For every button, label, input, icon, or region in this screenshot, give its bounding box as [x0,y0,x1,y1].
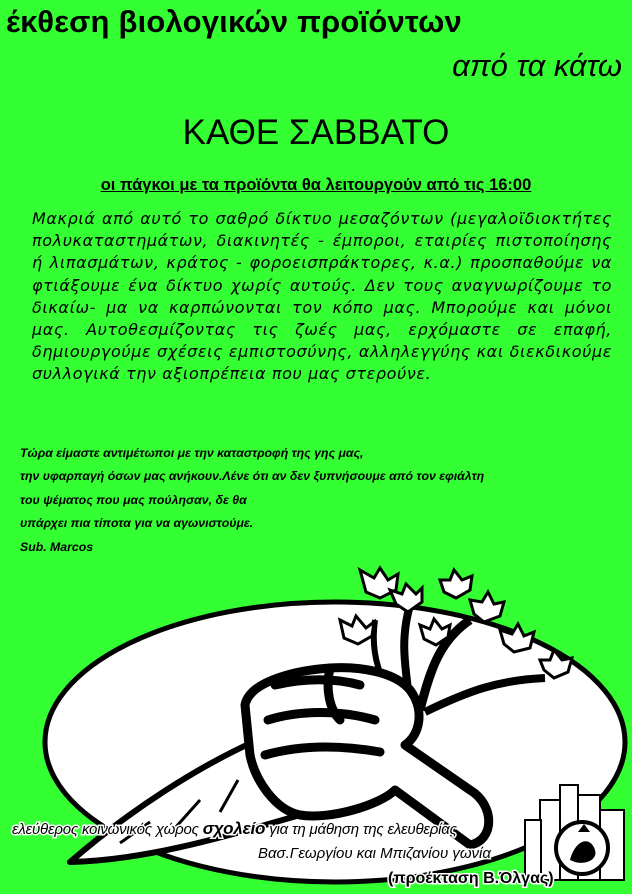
venue-prefix: ελεύθερος κοινωνικός χώρος [12,821,199,838]
quote-line: του ψέματος που μας πούλησαν, δε θα [20,492,247,507]
quote-block [20,442,620,559]
quote-line: την υφαρπαγή όσων μας ανήκουν.Λένε ότι αν δεν ξυπνήσουμε από τον εφιάλτη [20,469,485,484]
venue-line [12,819,457,839]
poster-title: έκθεση βιολογικών προϊόντων [6,4,462,39]
venue-extension: (προέκταση Β.Όλγας) [388,870,554,887]
manifesto-text: Μακριά από αυτό το σαθρό δίκτυο μεσαζόντων (μεγαλοϊδιοκτήτες πολυκαταστημάτων, διακινητές - έμποροι, εταιρίες πιστοποίησης ή λιπασμάτων, κράτος - φοροεισπράκτορες, κ.α.) προσπαθούμε να φτιάξουμε ένα δίκτυο χωρίς αυτούς. Δεν τους αναγνωρίζουμε το δικαίω- μα να καρπώνονται τον κόπο μας. Μπορούμε και μόνοι μας. Αυτοθεσμίζοντας τις ζωές μας, ερχόμαστε σε επαφή, δημιουργούμε σχέσεις εμπιστοσύνης, αλληλεγγύης και διεκδικούμε συλλογικά την αξιοπρέπεια που μας στερούνε. [32,209,612,384]
event-day: ΚΑΘΕ ΣΑΒΒΑΤΟ [182,113,450,152]
venue-name: σχολείο [202,819,266,838]
opening-hours: οι πάγκοι με τα προϊόντα θα λειτουργούν από τις 16:00 [100,176,532,194]
quote-line: Τώρα είμαστε αντιμέτωποι με την καταστροφή της γης μας, [20,446,364,460]
quote-author: Sub. Marcos [20,539,94,554]
venue-address: Βασ.Γεωργίου και Μπιζανίου γωνία [258,845,491,862]
quote-line: υπάρχει πια τίποτα για να αγωνιστούμε. [20,516,254,531]
poster-subtitle: από τα κάτω [452,48,622,83]
venue-suffix: για τη μάθηση της ελευθερίας [269,821,457,838]
fist-holding-carrot-illustration [0,560,632,894]
